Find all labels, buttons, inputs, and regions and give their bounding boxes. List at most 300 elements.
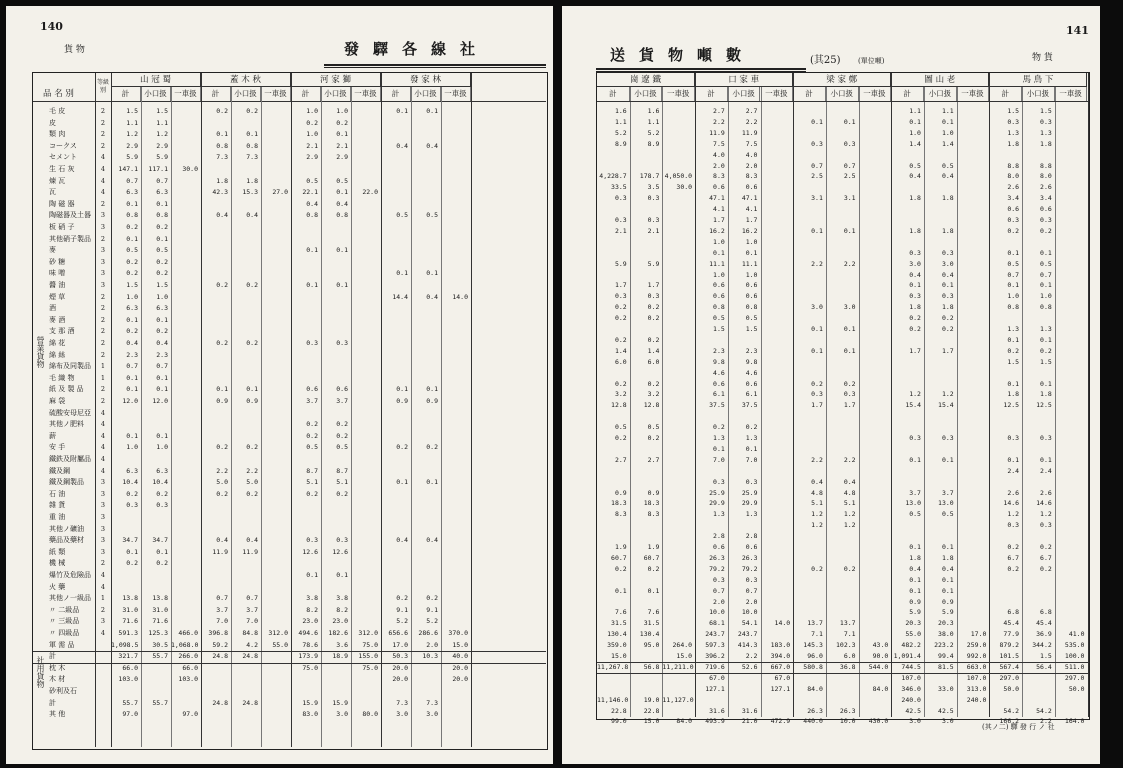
header-rule: [33, 101, 546, 102]
data-cell: 2.5: [811, 172, 823, 181]
data-cell: 0.4: [246, 211, 258, 220]
data-cell: 4.1: [745, 205, 758, 214]
data-cell: 15.4: [905, 401, 921, 410]
data-cell: 9.1: [396, 605, 408, 614]
data-cell: 0.1: [1040, 335, 1052, 344]
column-header: 一車扱: [859, 87, 892, 101]
data-cell: 11.9: [741, 128, 758, 137]
row-class: 4: [100, 571, 106, 579]
data-cell: 147.1: [118, 165, 138, 173]
data-cell: 79.2: [741, 564, 758, 573]
data-cell: 0.2: [1040, 346, 1052, 355]
data-cell: 4.6: [745, 368, 758, 377]
data-cell: 5.2: [647, 128, 660, 137]
title-rule: [324, 64, 546, 66]
data-cell: 1,098.5: [111, 640, 139, 649]
data-cell: 3.0: [843, 303, 856, 312]
row-label: 其他ノ一級品: [49, 594, 91, 603]
data-cell: 30.0: [182, 165, 198, 173]
data-cell: 18.3: [643, 499, 660, 508]
row-label: 其他硝子製品: [49, 234, 91, 243]
data-cell: 16.2: [709, 226, 725, 235]
data-cell: 5.0: [246, 478, 258, 487]
row-label: 綿 絲: [49, 350, 66, 359]
data-cell: 1.0: [156, 292, 168, 301]
data-cell: 26.3: [709, 553, 725, 562]
column-rule: [471, 73, 472, 747]
row-label: 砂利及石: [49, 687, 77, 695]
data-cell: 2.0: [745, 161, 758, 170]
data-cell: 0.2: [156, 327, 168, 336]
data-cell: 5.9: [156, 153, 168, 162]
row-label: 安 手: [49, 443, 66, 452]
data-cell: 0.1: [216, 385, 228, 394]
data-cell: 103.0: [118, 675, 138, 684]
data-cell: 42.5: [938, 706, 954, 715]
row-class: 2: [100, 397, 106, 405]
left-page: [6, 6, 553, 764]
data-cell: 50.0: [1068, 684, 1085, 693]
data-cell: 0.1: [306, 246, 318, 255]
row-label: 計: [49, 652, 56, 661]
data-cell: 50.3: [392, 652, 408, 661]
data-cell: 31.0: [122, 605, 138, 614]
data-cell: 24.8: [212, 698, 228, 707]
row-class: 3: [100, 501, 106, 510]
data-cell: 0.2: [336, 118, 348, 127]
row-label: 麻 袋: [49, 397, 66, 405]
row-label: 毛 織 物: [49, 373, 75, 382]
data-cell: 5.1: [306, 478, 318, 487]
data-cell: 0.1: [745, 248, 758, 257]
data-cell: 0.6: [745, 183, 758, 192]
data-cell: 0.1: [126, 385, 138, 394]
row-label: 煉 瓦: [49, 176, 66, 185]
data-cell: 511.0: [1064, 662, 1085, 671]
data-cell: 0.3: [713, 477, 725, 486]
data-cell: 0.2: [306, 431, 318, 440]
data-cell: 0.6: [713, 292, 725, 301]
data-cell: 8.8: [1007, 161, 1020, 170]
data-cell: 2.7: [745, 107, 758, 115]
data-cell: 11.9: [242, 547, 258, 556]
data-cell: 0.2: [426, 443, 438, 452]
data-cell: 31.6: [741, 706, 758, 715]
data-cell: 0.2: [426, 594, 438, 603]
data-cell: 3.6: [336, 640, 348, 649]
data-cell: 0.1: [614, 586, 627, 595]
data-cell: 0.2: [1007, 543, 1020, 551]
data-cell: 2.3: [126, 350, 138, 359]
row-label: 陶 磁 器: [49, 199, 75, 208]
row-class: 3: [100, 489, 106, 498]
data-cell: 0.6: [1007, 205, 1020, 214]
data-cell: 0.1: [426, 478, 438, 487]
data-cell: 155.0: [358, 652, 378, 661]
data-cell: 12.5: [1036, 401, 1052, 410]
row-class: 2: [100, 118, 106, 127]
data-cell: 1.0: [306, 107, 318, 115]
data-cell: 1.7: [909, 346, 921, 355]
data-cell: 394.0: [770, 652, 791, 660]
column-header: 小口扱: [826, 87, 859, 101]
row-label: 計: [49, 698, 56, 707]
data-cell: 0.2: [909, 325, 921, 333]
data-cell: 31.5: [611, 619, 627, 628]
data-cell: 130.4: [607, 630, 627, 639]
data-cell: 0.3: [1007, 117, 1020, 126]
data-cell: 0.2: [306, 420, 318, 429]
data-cell: 2.7: [713, 107, 725, 115]
data-cell: 879.2: [999, 641, 1020, 650]
data-cell: 0.1: [1007, 455, 1020, 464]
data-cell: 2.9: [156, 141, 168, 150]
data-cell: 0.5: [941, 161, 954, 170]
data-cell: 1.8: [941, 303, 954, 312]
data-cell: 5.9: [614, 259, 627, 268]
data-cell: 0.1: [843, 117, 856, 126]
data-cell: 5.2: [426, 617, 438, 626]
data-cell: 2.2: [713, 117, 725, 126]
data-cell: 240.0: [966, 695, 987, 704]
row-class: 2: [100, 141, 106, 150]
data-cell: 8.9: [614, 139, 627, 148]
data-cell: 47.1: [741, 194, 758, 203]
data-cell: 6.1: [713, 390, 725, 399]
row-label: 火 藥: [49, 582, 66, 591]
data-cell: 2.3: [713, 346, 725, 355]
data-cell: 4.2: [246, 640, 258, 649]
data-cell: 3.0: [909, 717, 921, 726]
data-cell: 1.3: [745, 510, 758, 519]
data-cell: 2.9: [336, 153, 348, 162]
title-rule: [596, 68, 806, 70]
data-cell: 0.4: [941, 564, 954, 573]
data-cell: 8.2: [306, 605, 318, 614]
data-cell: 597.3: [705, 641, 725, 650]
data-cell: 1.1: [614, 117, 627, 126]
data-cell: 1.8: [1040, 390, 1052, 399]
data-cell: 8.7: [336, 466, 348, 475]
data-cell: 0.7: [126, 362, 138, 371]
data-cell: 0.8: [216, 141, 228, 150]
data-cell: 0.8: [336, 211, 348, 220]
title-rule-thin: [324, 67, 546, 68]
data-cell: 0.1: [336, 281, 348, 289]
data-cell: 0.2: [647, 314, 660, 323]
row-label: 其他ノ礦油: [49, 524, 84, 533]
data-cell: 264.0: [672, 641, 693, 650]
data-cell: 0.4: [396, 536, 408, 545]
data-cell: 0.6: [745, 543, 758, 551]
data-cell: 77.9: [1003, 630, 1020, 639]
data-cell: 0.4: [909, 270, 921, 279]
row-class: 3: [100, 269, 106, 278]
data-cell: 0.3: [811, 390, 823, 399]
data-cell: 567.4: [999, 662, 1020, 671]
row-label: 木 材: [49, 675, 66, 684]
data-cell: 15.0: [643, 717, 660, 726]
data-cell: 31.5: [643, 619, 660, 628]
data-cell: 0.5: [306, 443, 318, 452]
data-cell: 0.4: [426, 536, 438, 545]
data-cell: 7.0: [246, 617, 258, 626]
data-cell: 0.1: [1007, 248, 1020, 257]
data-cell: 26.3: [839, 706, 856, 715]
data-cell: 0.2: [126, 257, 138, 266]
data-cell: 1.8: [1040, 139, 1052, 148]
data-cell: 359.0: [607, 641, 627, 650]
data-cell: 0.4: [909, 172, 921, 181]
data-cell: 25.9: [741, 488, 758, 497]
row-class: 1: [100, 594, 106, 603]
data-cell: 0.3: [1040, 521, 1052, 530]
row-class: 2: [100, 339, 106, 347]
data-cell: 1.1: [156, 118, 168, 127]
data-cell: 60.7: [643, 553, 660, 562]
data-cell: 0.3: [1040, 216, 1052, 224]
data-cell: 0.2: [216, 339, 228, 347]
data-cell: 1.3: [1007, 325, 1020, 333]
data-cell: 0.3: [1040, 117, 1052, 126]
data-cell: 54.2: [1003, 706, 1020, 715]
data-cell: 240.0: [901, 695, 921, 704]
data-cell: 266.0: [178, 652, 198, 661]
data-cell: 0.1: [811, 117, 823, 126]
data-cell: 0.3: [941, 434, 954, 442]
data-cell: 13.7: [839, 619, 856, 628]
data-cell: 68.1: [709, 619, 725, 628]
data-cell: 3.0: [811, 303, 823, 312]
column-header: 計: [381, 87, 411, 101]
data-cell: 182.6: [328, 629, 348, 637]
row-class: 4: [100, 466, 106, 475]
data-cell: 0.8: [1007, 303, 1020, 312]
column-header: 小口扱: [321, 87, 351, 101]
data-cell: 20.0: [452, 675, 468, 684]
data-cell: 30.0: [676, 183, 693, 192]
data-cell: 0.5: [713, 314, 725, 323]
total-rule: [33, 651, 546, 652]
data-cell: 0.1: [909, 575, 921, 584]
data-cell: 0.5: [396, 211, 408, 220]
data-cell: 1.3: [1040, 325, 1052, 333]
row-class: 4: [100, 408, 106, 417]
data-cell: 55.7: [122, 698, 138, 707]
data-cell: 1.8: [909, 553, 921, 562]
data-cell: 19.0: [643, 695, 660, 704]
station-header: 崗 遼 鐵: [597, 73, 695, 87]
row-class: 2: [100, 199, 106, 208]
data-cell: 47.1: [709, 194, 725, 203]
data-cell: 25.9: [709, 488, 725, 497]
data-cell: 2.7: [614, 455, 627, 464]
data-cell: 0.2: [126, 327, 138, 336]
data-cell: 0.2: [1007, 226, 1020, 235]
data-cell: 8.2: [336, 605, 348, 614]
data-cell: 0.4: [396, 141, 408, 150]
data-cell: 0.2: [811, 379, 823, 388]
data-cell: 0.2: [647, 303, 660, 312]
data-cell: 494.6: [298, 629, 318, 637]
data-cell: 6.7: [1007, 553, 1020, 562]
data-cell: 1.5: [126, 281, 138, 289]
data-cell: 15.3: [242, 188, 258, 197]
data-cell: 0.7: [811, 161, 823, 170]
data-cell: 54.2: [1036, 706, 1052, 715]
data-cell: 1.4: [909, 139, 921, 148]
column-header: 小口扱: [411, 87, 441, 101]
data-cell: 84.8: [242, 629, 258, 637]
data-cell: 0.2: [614, 303, 627, 312]
data-cell: 100.0: [1064, 652, 1085, 660]
data-cell: 4.8: [811, 488, 823, 497]
data-cell: 0.3: [647, 216, 660, 224]
data-cell: 0.2: [614, 434, 627, 442]
data-cell: 0.6: [713, 183, 725, 192]
section-label: 營業貨物: [36, 336, 45, 368]
data-cell: 0.8: [246, 141, 258, 150]
data-cell: 8.9: [647, 139, 660, 148]
data-cell: 1.0: [126, 443, 138, 452]
data-cell: 1.4: [647, 346, 660, 355]
data-cell: 0.2: [713, 423, 725, 432]
column-header: 小口扱: [1022, 87, 1055, 101]
column-rule: [957, 87, 958, 717]
column-header: 一車扱: [662, 87, 695, 101]
data-cell: 992.0: [966, 652, 987, 660]
row-class: 1: [100, 362, 106, 371]
data-cell: 1.0: [156, 443, 168, 452]
data-cell: 81.5: [938, 662, 954, 671]
data-cell: 1.2: [156, 130, 168, 139]
row-label: 紙 類: [49, 547, 66, 556]
data-cell: 0.3: [614, 292, 627, 301]
data-cell: 4.0: [713, 150, 725, 159]
data-cell: 2.2: [246, 466, 258, 475]
data-cell: 1.2: [811, 521, 823, 530]
data-cell: 0.1: [396, 478, 408, 487]
data-cell: 83.0: [302, 710, 318, 719]
row-label: セメント: [49, 153, 77, 162]
data-cell: 6.3: [126, 188, 138, 197]
data-cell: 0.2: [126, 269, 138, 278]
data-cell: 5.2: [614, 128, 627, 137]
data-cell: 55.7: [152, 698, 168, 707]
data-cell: 3.0: [426, 710, 438, 719]
data-cell: 0.2: [156, 223, 168, 231]
data-cell: 0.1: [909, 455, 921, 464]
data-cell: 26.3: [807, 706, 823, 715]
data-cell: 15.4: [938, 401, 954, 410]
row-label: 類 肉: [49, 130, 66, 139]
data-cell: 0.1: [306, 571, 318, 579]
data-cell: 127.1: [770, 684, 791, 693]
data-cell: 6.7: [1040, 553, 1052, 562]
data-cell: 1.2: [909, 390, 921, 399]
row-label: 醬 油: [49, 281, 66, 289]
data-cell: 0.3: [713, 575, 725, 584]
data-cell: 259.0: [966, 641, 987, 650]
data-cell: 0.2: [1040, 226, 1052, 235]
station-header: 圖 山 老: [891, 73, 989, 87]
data-cell: 0.2: [745, 423, 758, 432]
row-label: 陶磁器及土器: [49, 211, 91, 220]
data-cell: 0.9: [246, 397, 258, 405]
column-rule: [1055, 87, 1056, 717]
data-cell: 15.9: [302, 698, 318, 707]
data-cell: 0.2: [1040, 543, 1052, 551]
data-cell: 17.0: [970, 630, 987, 639]
station-header: 河 家 獅: [291, 73, 381, 87]
data-cell: 1.5: [1040, 107, 1052, 115]
data-cell: 1.5: [156, 281, 168, 289]
row-label: 紙 及 製 品: [49, 385, 84, 394]
data-cell: 297.0: [1064, 673, 1085, 682]
data-cell: 13.0: [905, 499, 921, 508]
data-cell: 0.1: [306, 281, 318, 289]
data-cell: 0.6: [713, 379, 725, 388]
row-class: 1: [100, 373, 106, 382]
data-cell: 321.7: [118, 652, 138, 661]
column-header: 小口扱: [924, 87, 957, 101]
data-cell: 544.0: [868, 662, 889, 671]
data-cell: 0.3: [909, 248, 921, 257]
data-cell: 0.2: [647, 564, 660, 573]
data-cell: 102.3: [836, 641, 856, 650]
data-cell: 6.8: [1040, 608, 1052, 617]
data-cell: 34.7: [122, 536, 138, 545]
data-cell: 55.0: [905, 630, 921, 639]
row-label: 〃 二級品: [49, 605, 80, 614]
row-class: 2: [100, 385, 106, 394]
row-class: 2: [100, 130, 106, 139]
data-cell: 1,091.4: [893, 652, 921, 660]
data-cell: 0.1: [909, 117, 921, 126]
data-cell: 84.0: [676, 717, 693, 726]
data-cell: 1.8: [1007, 390, 1020, 399]
data-cell: 1.2: [843, 521, 856, 530]
column-rule: [859, 87, 860, 717]
data-cell: 1.8: [246, 176, 258, 185]
data-cell: 0.1: [126, 315, 138, 324]
data-cell: 0.6: [336, 385, 348, 394]
data-cell: 145.3: [803, 641, 823, 650]
data-cell: 2.1: [647, 226, 660, 235]
row-class: 4: [100, 443, 106, 452]
data-cell: 1.3: [1007, 128, 1020, 137]
data-cell: 54.1: [741, 619, 758, 628]
data-cell: 7.3: [246, 153, 258, 162]
data-cell: 0.4: [843, 477, 856, 486]
data-cell: 0.7: [745, 586, 758, 595]
column-header: 一車扱: [761, 87, 794, 101]
data-cell: 1.6: [614, 107, 627, 115]
data-cell: 1.2: [843, 510, 856, 519]
data-cell: 0.8: [745, 303, 758, 312]
data-cell: 312.0: [268, 629, 288, 637]
row-class: 3: [100, 617, 106, 626]
data-cell: 71.6: [152, 617, 168, 626]
data-cell: 2.0: [745, 597, 758, 606]
data-cell: 3.7: [336, 397, 348, 405]
column-header: 計: [793, 87, 826, 101]
data-cell: 1.8: [1007, 139, 1020, 148]
data-cell: 7.6: [647, 608, 660, 617]
data-cell: 38.0: [938, 630, 954, 639]
data-cell: 12.8: [643, 401, 660, 410]
data-cell: 243.7: [737, 630, 758, 639]
